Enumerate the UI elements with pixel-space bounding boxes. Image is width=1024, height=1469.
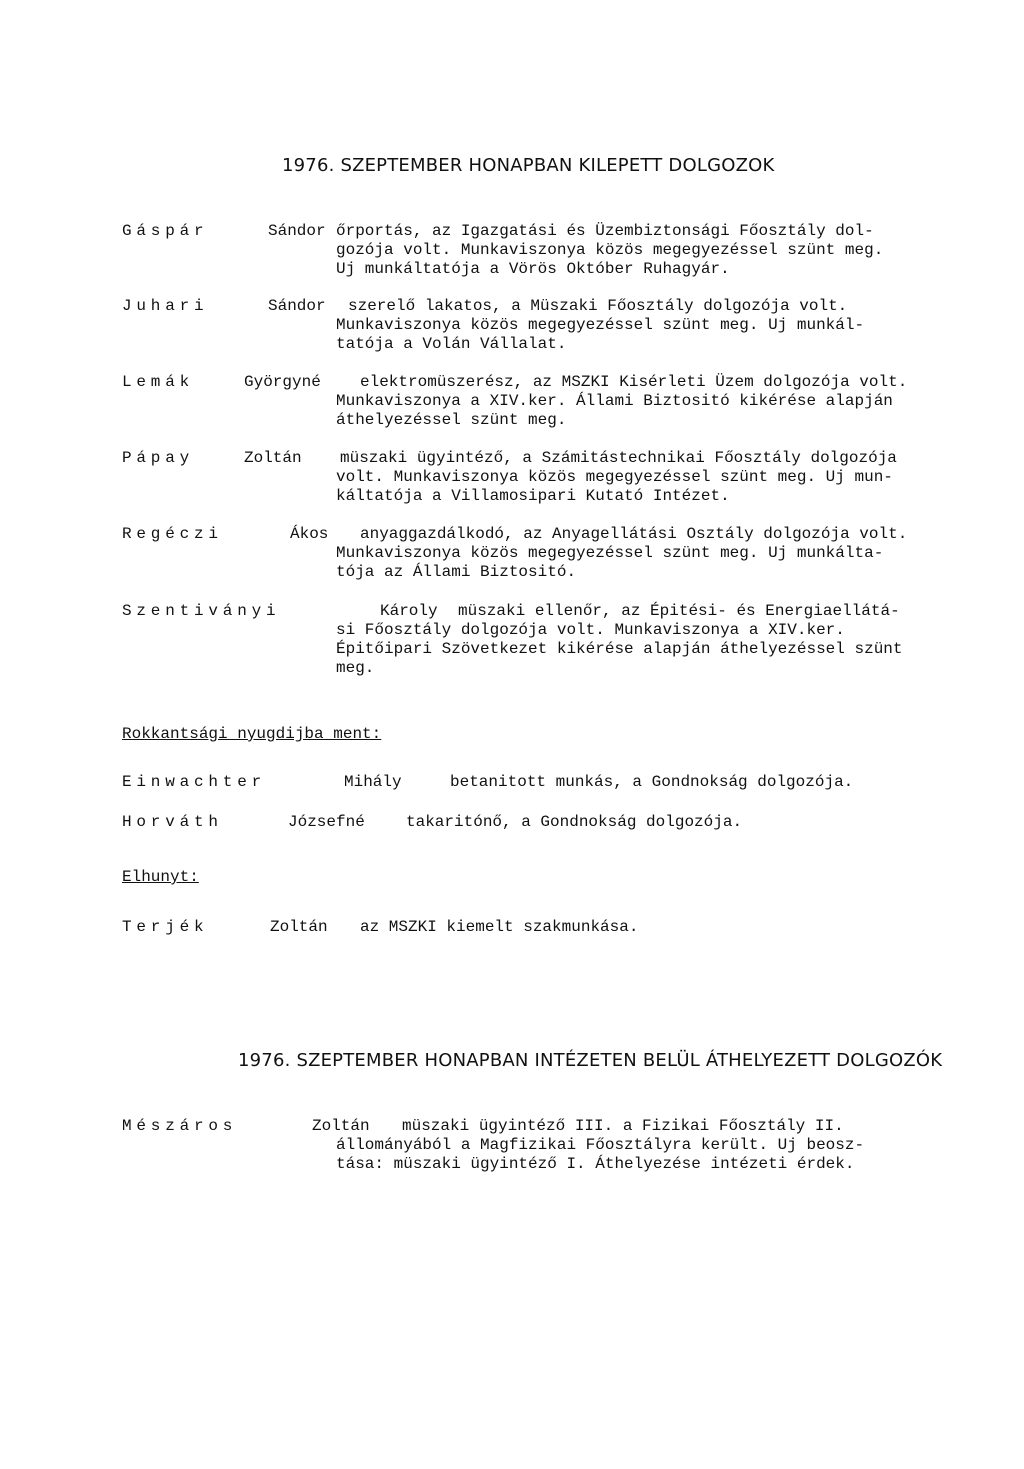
entry-line: tása: müszaki ügyintéző I. Áthelyezése intézeti érdek.	[336, 1155, 855, 1173]
entry-surname: Regéczi	[122, 525, 223, 543]
heading-transferred: 1976. SZEPTEMBER HONAPBAN INTÉZETEN BELÜL ÁTHELYEZETT DOLGOZÓK	[238, 1050, 943, 1071]
entry-given-name: Józsefné	[288, 813, 365, 831]
entry-line: áthelyezéssel szünt meg.	[336, 411, 567, 429]
entry-given-name: Zoltán	[244, 449, 302, 467]
entry-line: Uj munkáltatója a Vörös Október Ruhagyár.	[336, 260, 730, 278]
entry-line: betanitott munkás, a Gondnokság dolgozója.	[450, 773, 854, 791]
entry-line: müszaki ügyintéző III. a Fizikai Főosztály II.	[402, 1117, 844, 1135]
entry-line: őrportás, az Igazgatási és Üzembiztonsági Főosztály dol-	[336, 222, 874, 240]
entry-given-name: Zoltán	[270, 918, 328, 936]
entry-line: Munkaviszonya a XIV.ker. Állami Biztositó kikérése alapján	[336, 392, 893, 410]
entry-meszaros	[122, 1117, 1002, 1174]
entry-line: elektromüszerész, az MSZKI Kisérleti Üzem dolgozója volt.	[360, 373, 908, 391]
entry-surname: Einwachter	[122, 773, 267, 791]
entry-surname: Szentiványi	[122, 602, 281, 620]
entry-surname: Pápay	[122, 449, 195, 467]
entry-lemak	[122, 373, 1002, 430]
entry-gaspar	[122, 222, 1002, 279]
entry-line: tója az Állami Biztositó.	[336, 563, 577, 581]
entry-given-name: Ákos	[290, 525, 329, 543]
entry-line: müszaki ügyintéző, a Számitástechnikai Főosztály dolgozója	[340, 449, 897, 467]
entry-given-name: Györgyné	[244, 373, 321, 391]
section-label-disability: Rokkantsági nyugdijba ment:	[122, 725, 382, 743]
entry-given-name: Sándor	[268, 297, 326, 315]
entry-given-name: Sándor	[268, 222, 326, 240]
entry-surname: Mészáros	[122, 1117, 238, 1135]
entry-line: Épitőipari Szövetkezet kikérése alapján áthelyezéssel szünt	[336, 640, 903, 658]
entry-given-name: Károly	[380, 602, 438, 620]
entry-line: gozója volt. Munkaviszonya közös megegyezéssel szünt meg.	[336, 241, 884, 259]
entry-line: Munkaviszonya közös megegyezéssel szünt meg. Uj munkál-	[336, 316, 865, 334]
entry-line: volt. Munkaviszonya közös megegyezéssel szünt meg. Uj mun-	[336, 468, 893, 486]
entry-given-name: Zoltán	[312, 1117, 370, 1135]
entry-terjek	[122, 918, 1002, 937]
entry-papay	[122, 449, 1002, 506]
entry-line: müszaki ellenőr, az Épitési- és Energiaellátá-	[458, 602, 900, 620]
entry-line: tatója a Volán Vállalat.	[336, 335, 567, 353]
entry-juhari	[122, 297, 1002, 354]
entry-line: takaritónő, a Gondnokság dolgozója.	[406, 813, 743, 831]
heading-departed: 1976. SZEPTEMBER HONAPBAN KILEPETT DOLGOZOK	[282, 155, 775, 176]
entry-line: si Főosztály dolgozója volt. Munkaviszonya a XIV.ker.	[336, 621, 845, 639]
entry-surname: Terjék	[122, 918, 209, 936]
entry-einwachter	[122, 773, 1002, 792]
entry-line: állományából a Magfizikai Főosztályra került. Uj beosz-	[336, 1136, 865, 1154]
entry-horvath	[122, 813, 1002, 832]
entry-surname: Lemák	[122, 373, 195, 391]
entry-szentivanyi	[122, 602, 1002, 678]
entry-line: anyaggazdálkodó, az Anyagellátási Osztály dolgozója volt.	[360, 525, 908, 543]
entry-surname: Horváth	[122, 813, 223, 831]
section-label-deceased: Elhunyt:	[122, 868, 199, 886]
entry-surname: Juhari	[122, 297, 209, 315]
entry-line: az MSZKI kiemelt szakmunkása.	[360, 918, 639, 936]
entry-regeczi	[122, 525, 1002, 582]
entry-line: Munkaviszonya közös megegyezéssel szünt meg. Uj munkálta-	[336, 544, 884, 562]
entry-given-name: Mihály	[344, 773, 402, 791]
entry-surname: Gáspár	[122, 222, 209, 240]
entry-line: káltatója a Villamosipari Kutató Intézet.	[336, 487, 730, 505]
entry-line: szerelő lakatos, a Müszaki Főosztály dolgozója volt.	[348, 297, 848, 315]
entry-line: meg.	[336, 659, 375, 677]
